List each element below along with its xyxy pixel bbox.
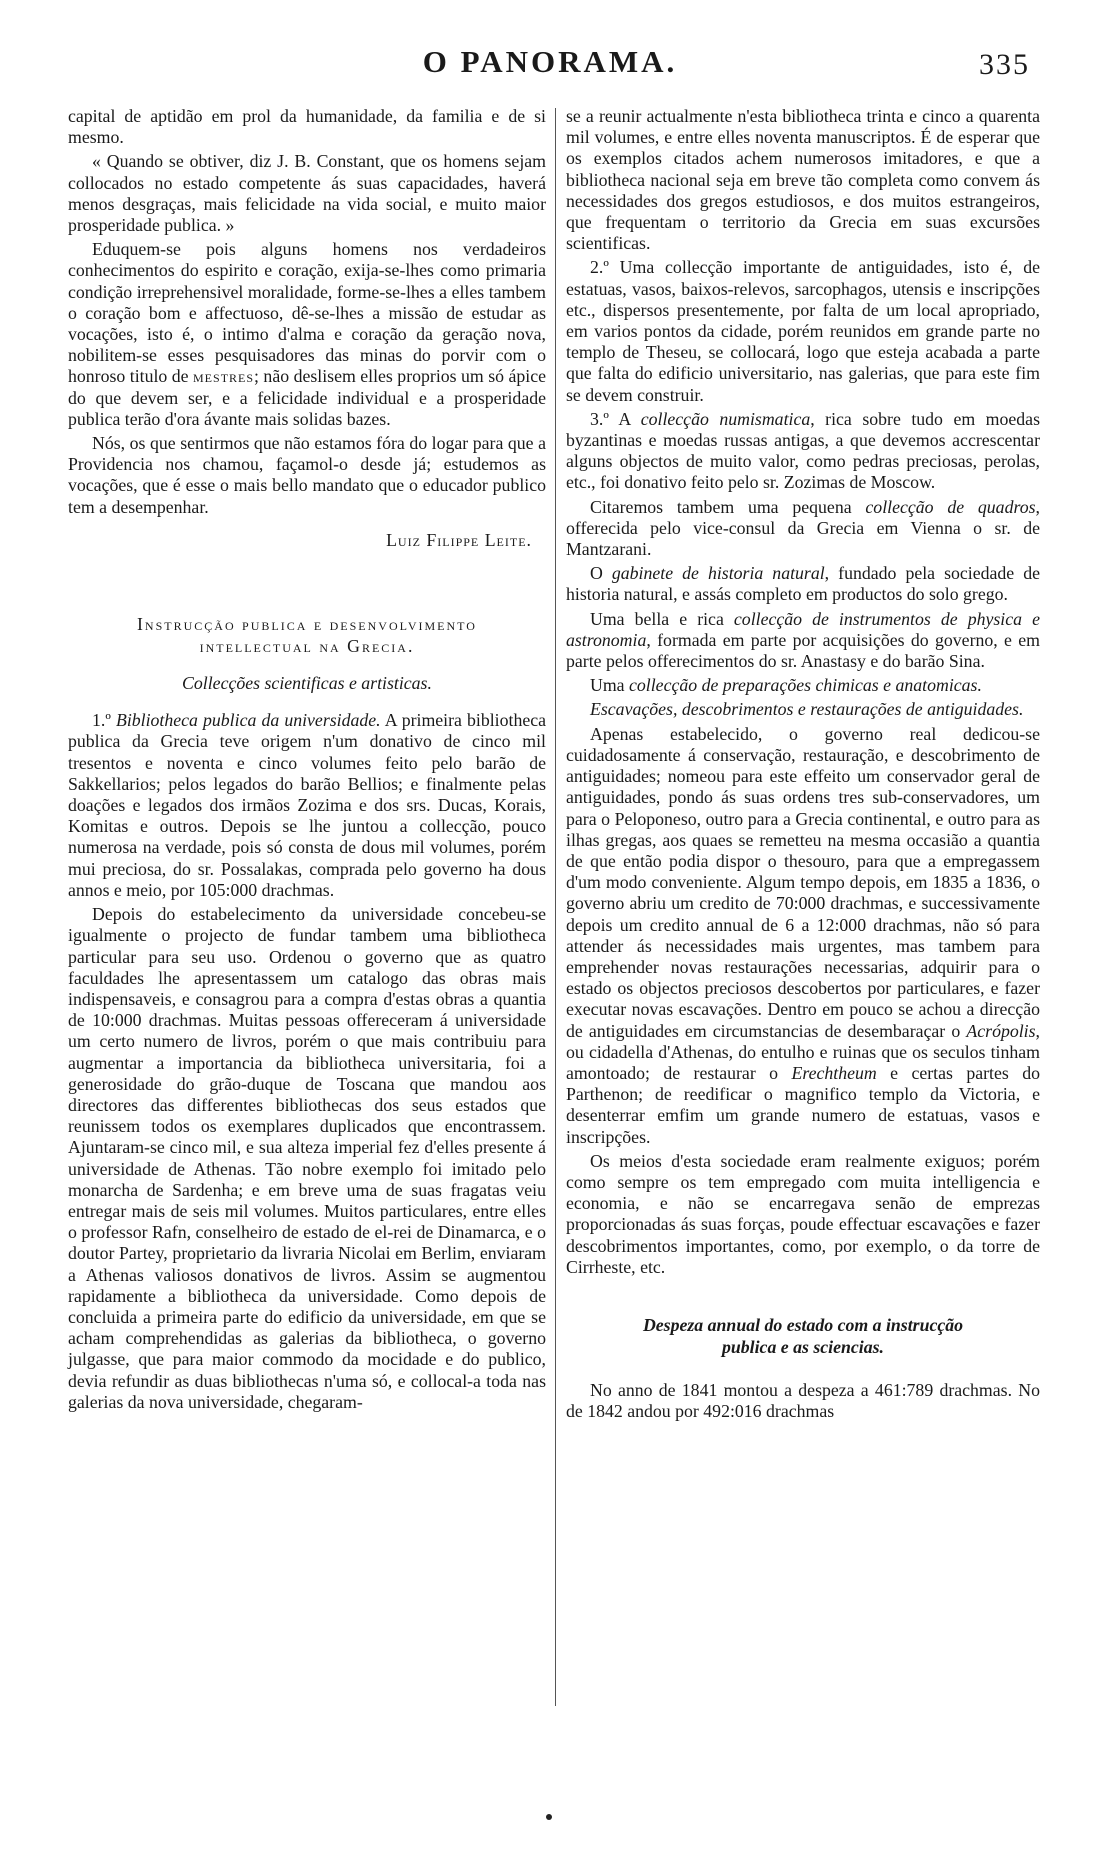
- item-title: Bibliotheca publica da universidade.: [115, 710, 381, 731]
- text-run: Uma bella e rica: [590, 608, 734, 629]
- paragraph: « Quando se obtiver, diz J. B. Constant, que os homens sejam collocados no estado competente ás suas capacidades, haverá menos desgraças, mais felicidade na vida social, e muito maior prosperidade publica. »: [68, 151, 546, 236]
- text-run: 3.º A: [590, 408, 641, 429]
- paragraph: [566, 724, 1040, 1148]
- paragraph: [566, 675, 1040, 696]
- emphasis: collecção de preparações chimicas e anatomicas.: [629, 675, 982, 696]
- text-run: Uma: [590, 675, 630, 696]
- paragraph: [566, 699, 1040, 720]
- text-run: A primeira bibliotheca publica da Grecia teve origem n'um donativo de cinco mil tresentos e noventa e cinco volumes feito pelo barão de Sakkellarios; pelos legados do barão Bellios; e finalmente pelas doações e legados dos irmãos Zozima e dos srs. Ducas, Korais, Komitas e outros. Depois se lhe juntou a collecção, pouco numerosa na verdade, pois só consta de dous mil volumes, porém mui preciosa, do sr. Possalakas, comprada pelo governo ha dous annos e meio, por 105:000 drachmas.: [68, 710, 547, 900]
- emphasis: Acrópolis: [966, 1020, 1036, 1041]
- emphasis: collecção de instrumentos de physica e astronomia: [566, 608, 1040, 650]
- section-subheading: Collecções scientificas e artisticas.: [182, 673, 432, 694]
- paragraph: capital de aptidão em prol da humanidade, da familia e de si mesmo.: [68, 106, 546, 148]
- paragraph: [566, 563, 1040, 605]
- small-caps-word: mestres: [193, 366, 255, 387]
- section-heading: [68, 613, 546, 657]
- emphasis: Erechtheum: [791, 1062, 877, 1083]
- text-run: , rica sobre tudo em moedas byzantinas e moedas russas antigas, a que devemos accrescentar alguns objectos de muito valor, como pedras preciosas, perolas, etc., foi donativo feito pelo sr. Zozimas de Moscow.: [566, 408, 1040, 493]
- paragraph: se a reunir actualmente n'esta bibliotheca trinta e cinco a quarenta mil volumes, e entre elles noventa manuscriptos. É de esperar que os exemplos citados achem numerosos imitadores, e que a bibliotheca nacional seja em breve tão completa como convem ás necessidades dos gregos estudiosos, e dos muitos estrangeiros, que frequentam o territorio da Grecia em suas excursões scientificas.: [566, 106, 1040, 254]
- running-title: O PANORAMA.: [422, 44, 678, 79]
- paragraph: [68, 239, 546, 430]
- paragraph: 2.º Uma collecção importante de antiguidades, isto é, de estatuas, vasos, baixos-relevos, sarcophagos, utensis e inscripções etc., dispersos presentemente, por falta de um local apropriado, em varios pontos da cidade, porém reunidos em grande parte no templo de Theseu, se collocará, logo que esteja acabada a parte que falta do edificio universitario, nas galerias, que para este fim se devem construir.: [566, 257, 1040, 405]
- item-number: 1.º: [92, 710, 116, 731]
- page-number: 335: [979, 48, 1030, 81]
- section-heading-line: Instrucção publica e desenvolvimento: [137, 614, 477, 635]
- emphasis: collecção numismatica: [640, 408, 811, 429]
- text-run: , ou cidadella d'Athenas, do entulho e ruinas que os seculos tinham amontoado; de restaurar o: [566, 1020, 1040, 1083]
- text-run: O: [590, 563, 612, 584]
- emphasis: gabinete de historia natural: [611, 563, 825, 584]
- text-run: Citaremos tambem uma pequena: [590, 496, 866, 517]
- paragraph: Nós, os que sentirmos que não estamos fóra do logar para que a Providencia nos chamou, façamol-o desde já; estudemos as vocações, que é esse o mais bello mandato que o educador publico tem a desempenhar.: [68, 433, 546, 517]
- right-column: [566, 106, 1040, 1425]
- section-subheading: [576, 1314, 1030, 1358]
- subheading-line: Despeza annual do estado com a instrucção: [642, 1314, 964, 1335]
- paragraph: No anno de 1841 montou a despeza a 461:789 drachmas. No de 1842 andou por 492:016 drachmas: [566, 1379, 1040, 1422]
- emphasis: Escavações, descobrimentos e restaurações de antiguidades.: [590, 699, 1024, 720]
- left-column: [68, 106, 546, 1416]
- paragraph: [566, 409, 1040, 494]
- paragraph: [566, 497, 1040, 561]
- paragraph: [566, 609, 1040, 673]
- paragraph: Os meios d'esta sociedade eram realmente exiguos; porém como sempre os tem empregado com muita intelligencia e economia, e não se encarregava senão de emprezas proporcionadas ás suas forças, poude effectuar escavações e fazer descobrimentos importantes, como, por exemplo, o da torre de Cirrheste, etc.: [566, 1150, 1040, 1277]
- ink-dot: [546, 1814, 552, 1820]
- text-run: , offerecida pelo vice-consul da Grecia em Vienna o sr. de Mantzarani.: [566, 496, 1040, 560]
- author-signature: Luiz Filippe Leite.: [386, 529, 532, 550]
- subheading-line: publica e as sciencias.: [722, 1336, 884, 1357]
- text-run: Apenas estabelecido, o governo real dedicou-se cuidadosamente á conservação, restauração, e descobrimento de antiguidades; nomeou para este effeito um conservador geral de antiguidades, pondo ás suas ordens tres sub-conservadores, um para o Peloponeso, outro para a Grecia continental, e outro para as ilhas gregas, aos quaes se remetteu na mesma occasião a quantia de que então podia dispor o thesouro, para que a empregassem d'um modo conveniente. Algum tempo depois, em 1835 a 1836, o governo abriu um credito de 70:000 drachmas, e successivamente depois um credito annual de 6 a 12:000 drachmas, não só para attender ás necessidades mais urgentes, mas tambem para emprehender novas restaurações necessarias, adquirir para o estado os objectos preciosos descobertos por particulares, e fazer executar novas escavações. Dentro em pouco se achou a direcção de antiguidades em circumstancias de desembaraçar o: [566, 723, 1040, 1041]
- text-run: ; não deslisem elles proprios um só ápice do que devem ser, e a felicidade individual e a prosperidade publica terão d'ora ávante mais solidas bazes.: [68, 366, 546, 429]
- paragraph: [68, 710, 546, 901]
- column-divider: [555, 108, 556, 1706]
- text-run: e certas partes do Parthenon; de reedificar o magnifico templo da Victoria, e desenterrar emfim um grande numero de estatuas, vasos e inscripções.: [566, 1062, 1040, 1147]
- section-heading-line: intellectual na Grecia.: [199, 636, 415, 657]
- text-run: Eduquem-se pois alguns homens nos verdadeiros conhecimentos do espirito e coração, exija-se-lhes como primaria condição irreprehensivel moralidade, forme-se-lhes a elles tambem o coração bom e affectuoso, dê-se-lhes a missão de estudar as vocações, isto é, o intimo d'alma e coração da geração nova, nobilitem-se esses pesquisadores das minas do porvir com o honroso titulo de: [68, 239, 546, 387]
- text-run: , fundado pela sociedade de historia natural, e assás completo em productos do solo grego.: [566, 563, 1040, 605]
- emphasis: collecção de quadros: [865, 496, 1036, 517]
- text-run: , formada em parte por acquisições do governo, e em parte pelos offerecimentos do sr. Anastasy e do barão Sina.: [566, 629, 1040, 672]
- paragraph: Depois do estabelecimento da universidade concebeu-se igualmente o projecto de fundar tambem uma bibliotheca particular para seu uso. Ordenou o governo que as quatro faculdades lhe apresentassem um catalogo das obras mais indispensaveis, e consagrou para a compra d'estas obras a quantia de 10:000 drachmas. Muitas pessoas offereceram á universidade um certo numero de livros, porém o que mais contribuiu para augmentar a importancia da bibliotheca universitaria, foi a generosidade do grão-duque de Toscana que mandou aos directores das differentes bibliothecas dos seus estados que reunissem todos os exemplares duplicados que encontrassem. Ajuntaram-se cinco mil, e sua alteza imperial fez d'elles presente á universidade de Athenas. Tão nobre exemplo foi imitado pelo monarcha de Sardenha; e em breve uma de suas fragatas veiu entregar mais de seis mil volumes. Muitos particulares, entre elles o professor Rafn, conselheiro de estado de el-rei de Dinamarca, e o doutor Partey, proprietario da livraria Nicolai em Berlim, enviaram a Athenas valiosos donativos de livros. Assim se augmentou rapidamente a bibliotheca da universidade. Como depois de concluida a primeira parte do edificio da universidade, em que se acham comprehendidas as galerias da bibliotheca, o governo julgasse, que para maior commodo da mocidade e do publico, devia refundir as duas bibliothecas n'uma só, e collocal-a toda nas galerias da nova universidade, chegaram-: [68, 904, 546, 1412]
